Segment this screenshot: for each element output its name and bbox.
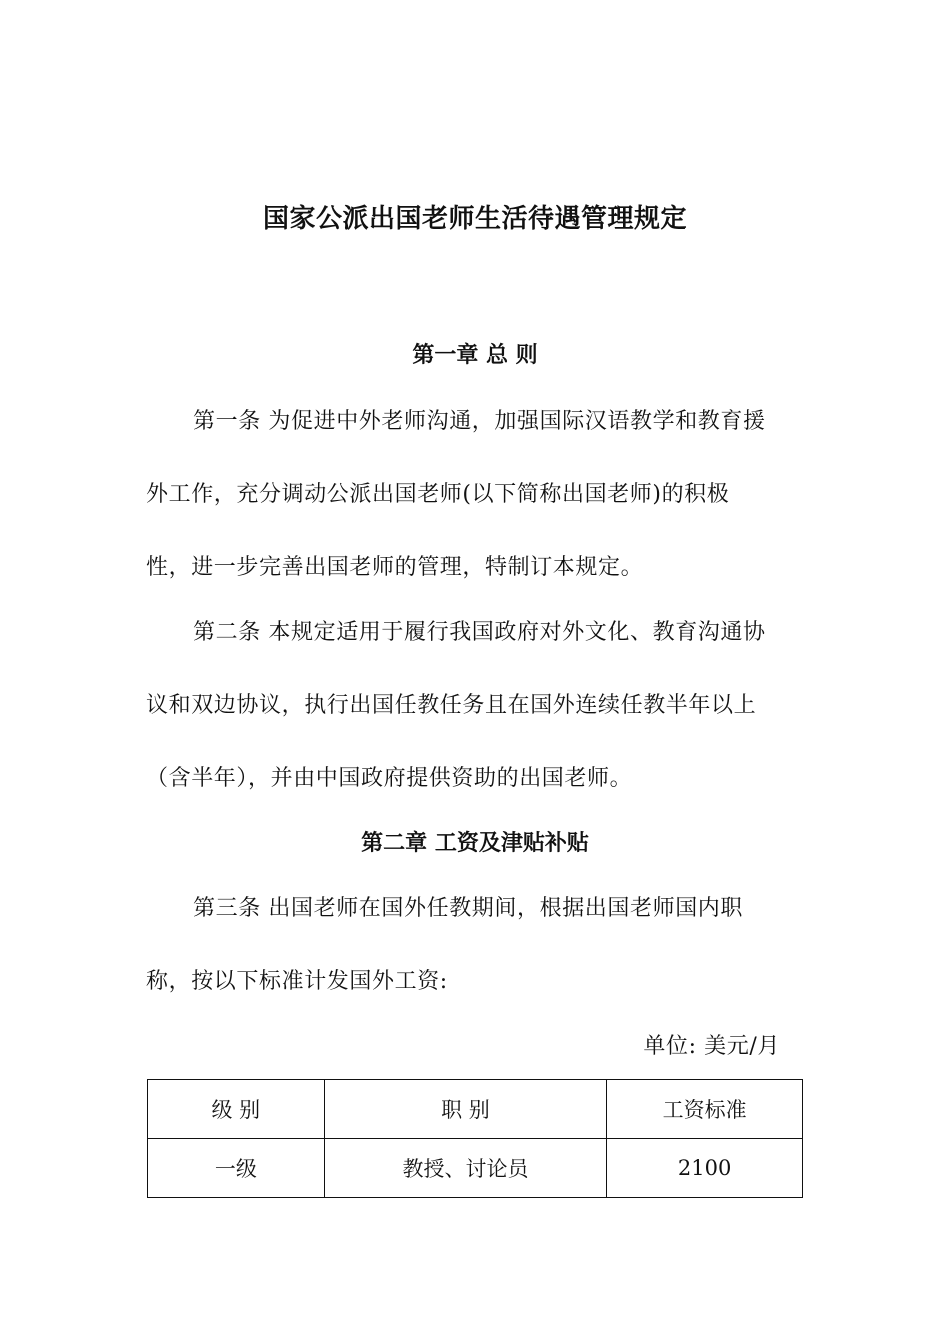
article-2-line-1: 第二条 本规定适用于履行我国政府对外文化、教育沟通协	[193, 620, 766, 645]
unit-label: 单位: 美元/月	[643, 1034, 780, 1059]
article-3-line-1: 第三条 出国老师在国外任教期间，根据出国老师国内职	[193, 896, 743, 921]
article-2-line-2: 议和双边协议，执行出国任教任务且在国外连续任教半年以上	[146, 693, 757, 718]
table-row	[148, 1139, 803, 1198]
table-header-row	[148, 1080, 803, 1139]
cell-level: 一级	[148, 1139, 325, 1198]
cell-position: 教授、讨论员	[324, 1139, 607, 1198]
chapter-1-heading: 第一章 总 则	[412, 342, 538, 368]
article-2-line-3: （含半年），并由中国政府提供资助的出国老师。	[146, 766, 633, 791]
header-salary: 工资标准	[607, 1080, 803, 1139]
article-1-line-3: 性，进一步完善出国老师的管理，特制订本规定。	[146, 555, 644, 580]
article-1-line-2: 外工作，充分调动公派出国老师(以下简称出国老师)的积极	[146, 482, 730, 507]
header-level: 级 别	[148, 1080, 325, 1139]
cell-salary: 2100	[607, 1139, 803, 1198]
article-3-line-2: 称，按以下标准计发国外工资:	[146, 969, 448, 994]
document-title: 国家公派出国老师生活待遇管理规定	[262, 204, 687, 234]
chapter-2-heading: 第二章 工资及津贴补贴	[361, 830, 589, 856]
header-position: 职 别	[324, 1080, 607, 1139]
salary-table	[147, 1079, 803, 1198]
article-1-line-1: 第一条 为促进中外老师沟通，加强国际汉语教学和教育援	[193, 409, 766, 434]
